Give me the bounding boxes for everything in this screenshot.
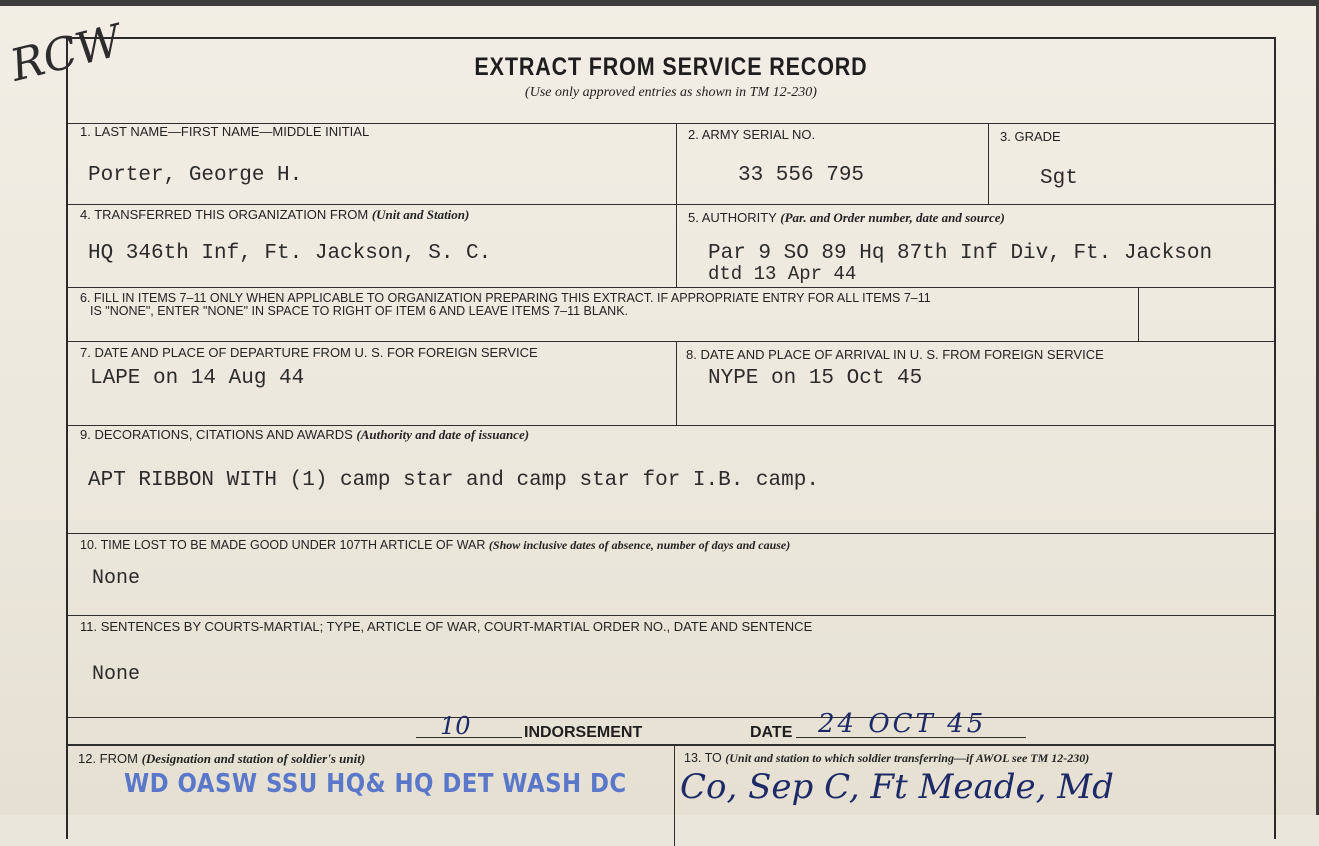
rule-row4-top	[68, 341, 1274, 342]
indorsement-date-value: 24 OCT 45	[818, 709, 987, 739]
rule-row7-top	[68, 615, 1274, 616]
item5-label-note: (Par. and Order number, date and source)	[780, 210, 1005, 225]
item4-label-text: 4. TRANSFERRED THIS ORGANIZATION FROM	[80, 207, 369, 222]
item11-label: 11. SENTENCES BY COURTS-MARTIAL; TYPE, ARTICLE OF WAR, COURT-MARTIAL ORDER NO., DATE AND SENTENCE	[80, 619, 813, 634]
rule-row8-top	[68, 717, 1274, 718]
item7-label: 7. DATE AND PLACE OF DEPARTURE FROM U. S. FOR FOREIGN SERVICE	[80, 345, 538, 360]
item12-label	[78, 751, 365, 767]
item2-serial-value: 33 556 795	[738, 164, 865, 187]
service-record-form	[66, 37, 1276, 839]
item3-label: 3. GRADE	[1000, 129, 1061, 144]
item5-label-text: 5. AUTHORITY	[688, 210, 777, 225]
item6-instruction-line2: IS "NONE", ENTER "NONE" IN SPACE TO RIGHT OF ITEM 6 AND LEAVE ITEMS 7–11 BLANK.	[90, 304, 629, 318]
item4-transfer-value: HQ 346th Inf, Ft. Jackson, S. C.	[88, 242, 492, 265]
item11-sentences-value: None	[92, 663, 141, 686]
item12-label-note: (Designation and station of soldier's unit)	[141, 751, 366, 766]
item9-label-note: (Authority and date of issuance)	[356, 427, 530, 442]
divider-item4-5	[676, 204, 677, 287]
item10-time-lost-value: None	[92, 567, 141, 590]
form-subtitle: (Use only approved entries as shown in TM 12-230)	[525, 85, 817, 100]
rule-row6-top	[68, 533, 1274, 534]
scan-top-edge	[0, 0, 1319, 6]
margin-initials: RCW	[5, 15, 127, 92]
divider-item12-13	[674, 746, 675, 846]
item1-label: 1. LAST NAME—FIRST NAME—MIDDLE INITIAL	[80, 124, 370, 139]
date-label: DATE	[750, 724, 793, 741]
item6-instruction-line1: 6. FILL IN ITEMS 7–11 ONLY WHEN APPLICABLE TO ORGANIZATION PREPARING THIS EXTRACT. IF APPROPRIATE ENTRY FOR ALL ITEMS 7–11	[80, 291, 931, 305]
divider-item2-3	[988, 123, 989, 204]
rule-row5-top	[68, 425, 1274, 426]
divider-item6-box	[1138, 287, 1139, 341]
item9-label	[80, 427, 529, 443]
item4-label-note: (Unit and Station)	[371, 207, 470, 222]
rule-indorsement-line	[68, 744, 1274, 746]
item12-unit-stamp: WD OASW SSU HQ& HQ DET WASH DC	[124, 769, 627, 799]
item9-label-text: 9. DECORATIONS, CITATIONS AND AWARDS	[80, 427, 353, 442]
rule-row2-top	[68, 204, 1274, 205]
item12-label-text: 12. FROM	[78, 751, 138, 766]
item8-label: 8. DATE AND PLACE OF ARRIVAL IN U. S. FROM FOREIGN SERVICE	[686, 347, 1104, 362]
item5-authority-line2: dtd 13 Apr 44	[708, 263, 857, 285]
item4-label	[80, 207, 469, 223]
item9-awards-value: APT RIBBON WITH (1) camp star and camp star for I.B. camp.	[88, 469, 819, 492]
item8-arrival-value: NYPE on 15 Oct 45	[708, 367, 923, 390]
divider-item1-2	[676, 123, 677, 204]
item5-label	[688, 210, 1005, 226]
divider-item7-8	[676, 341, 677, 425]
item2-label: 2. ARMY SERIAL NO.	[688, 127, 816, 142]
rule-row3-top	[68, 287, 1274, 288]
item5-authority-line1: Par 9 SO 89 Hq 87th Inf Div, Ft. Jackson	[708, 242, 1213, 265]
item1-name-value: Porter, George H.	[88, 164, 303, 187]
form-title: EXTRACT FROM SERVICE RECORD	[474, 53, 868, 81]
item10-label	[80, 538, 790, 553]
indorsement-number: 10	[440, 712, 471, 740]
item13-destination-value: Co, Sep C, Ft Meade, Md	[680, 767, 1114, 807]
item10-label-text: 10. TIME LOST TO BE MADE GOOD UNDER 107TH ARTICLE OF WAR	[80, 538, 486, 552]
item13-label-text: 13. TO	[684, 751, 722, 765]
item3-grade-value: Sgt	[1040, 167, 1078, 190]
item10-label-note: (Show inclusive dates of absence, number of days and cause)	[488, 538, 791, 552]
indorsement-label: INDORSEMENT	[524, 724, 643, 741]
item7-departure-value: LAPE on 14 Aug 44	[90, 367, 305, 390]
item13-label-note: (Unit and station to which soldier transferring—if AWOL see TM 12-230)	[725, 751, 1090, 765]
item13-label	[684, 751, 1089, 766]
